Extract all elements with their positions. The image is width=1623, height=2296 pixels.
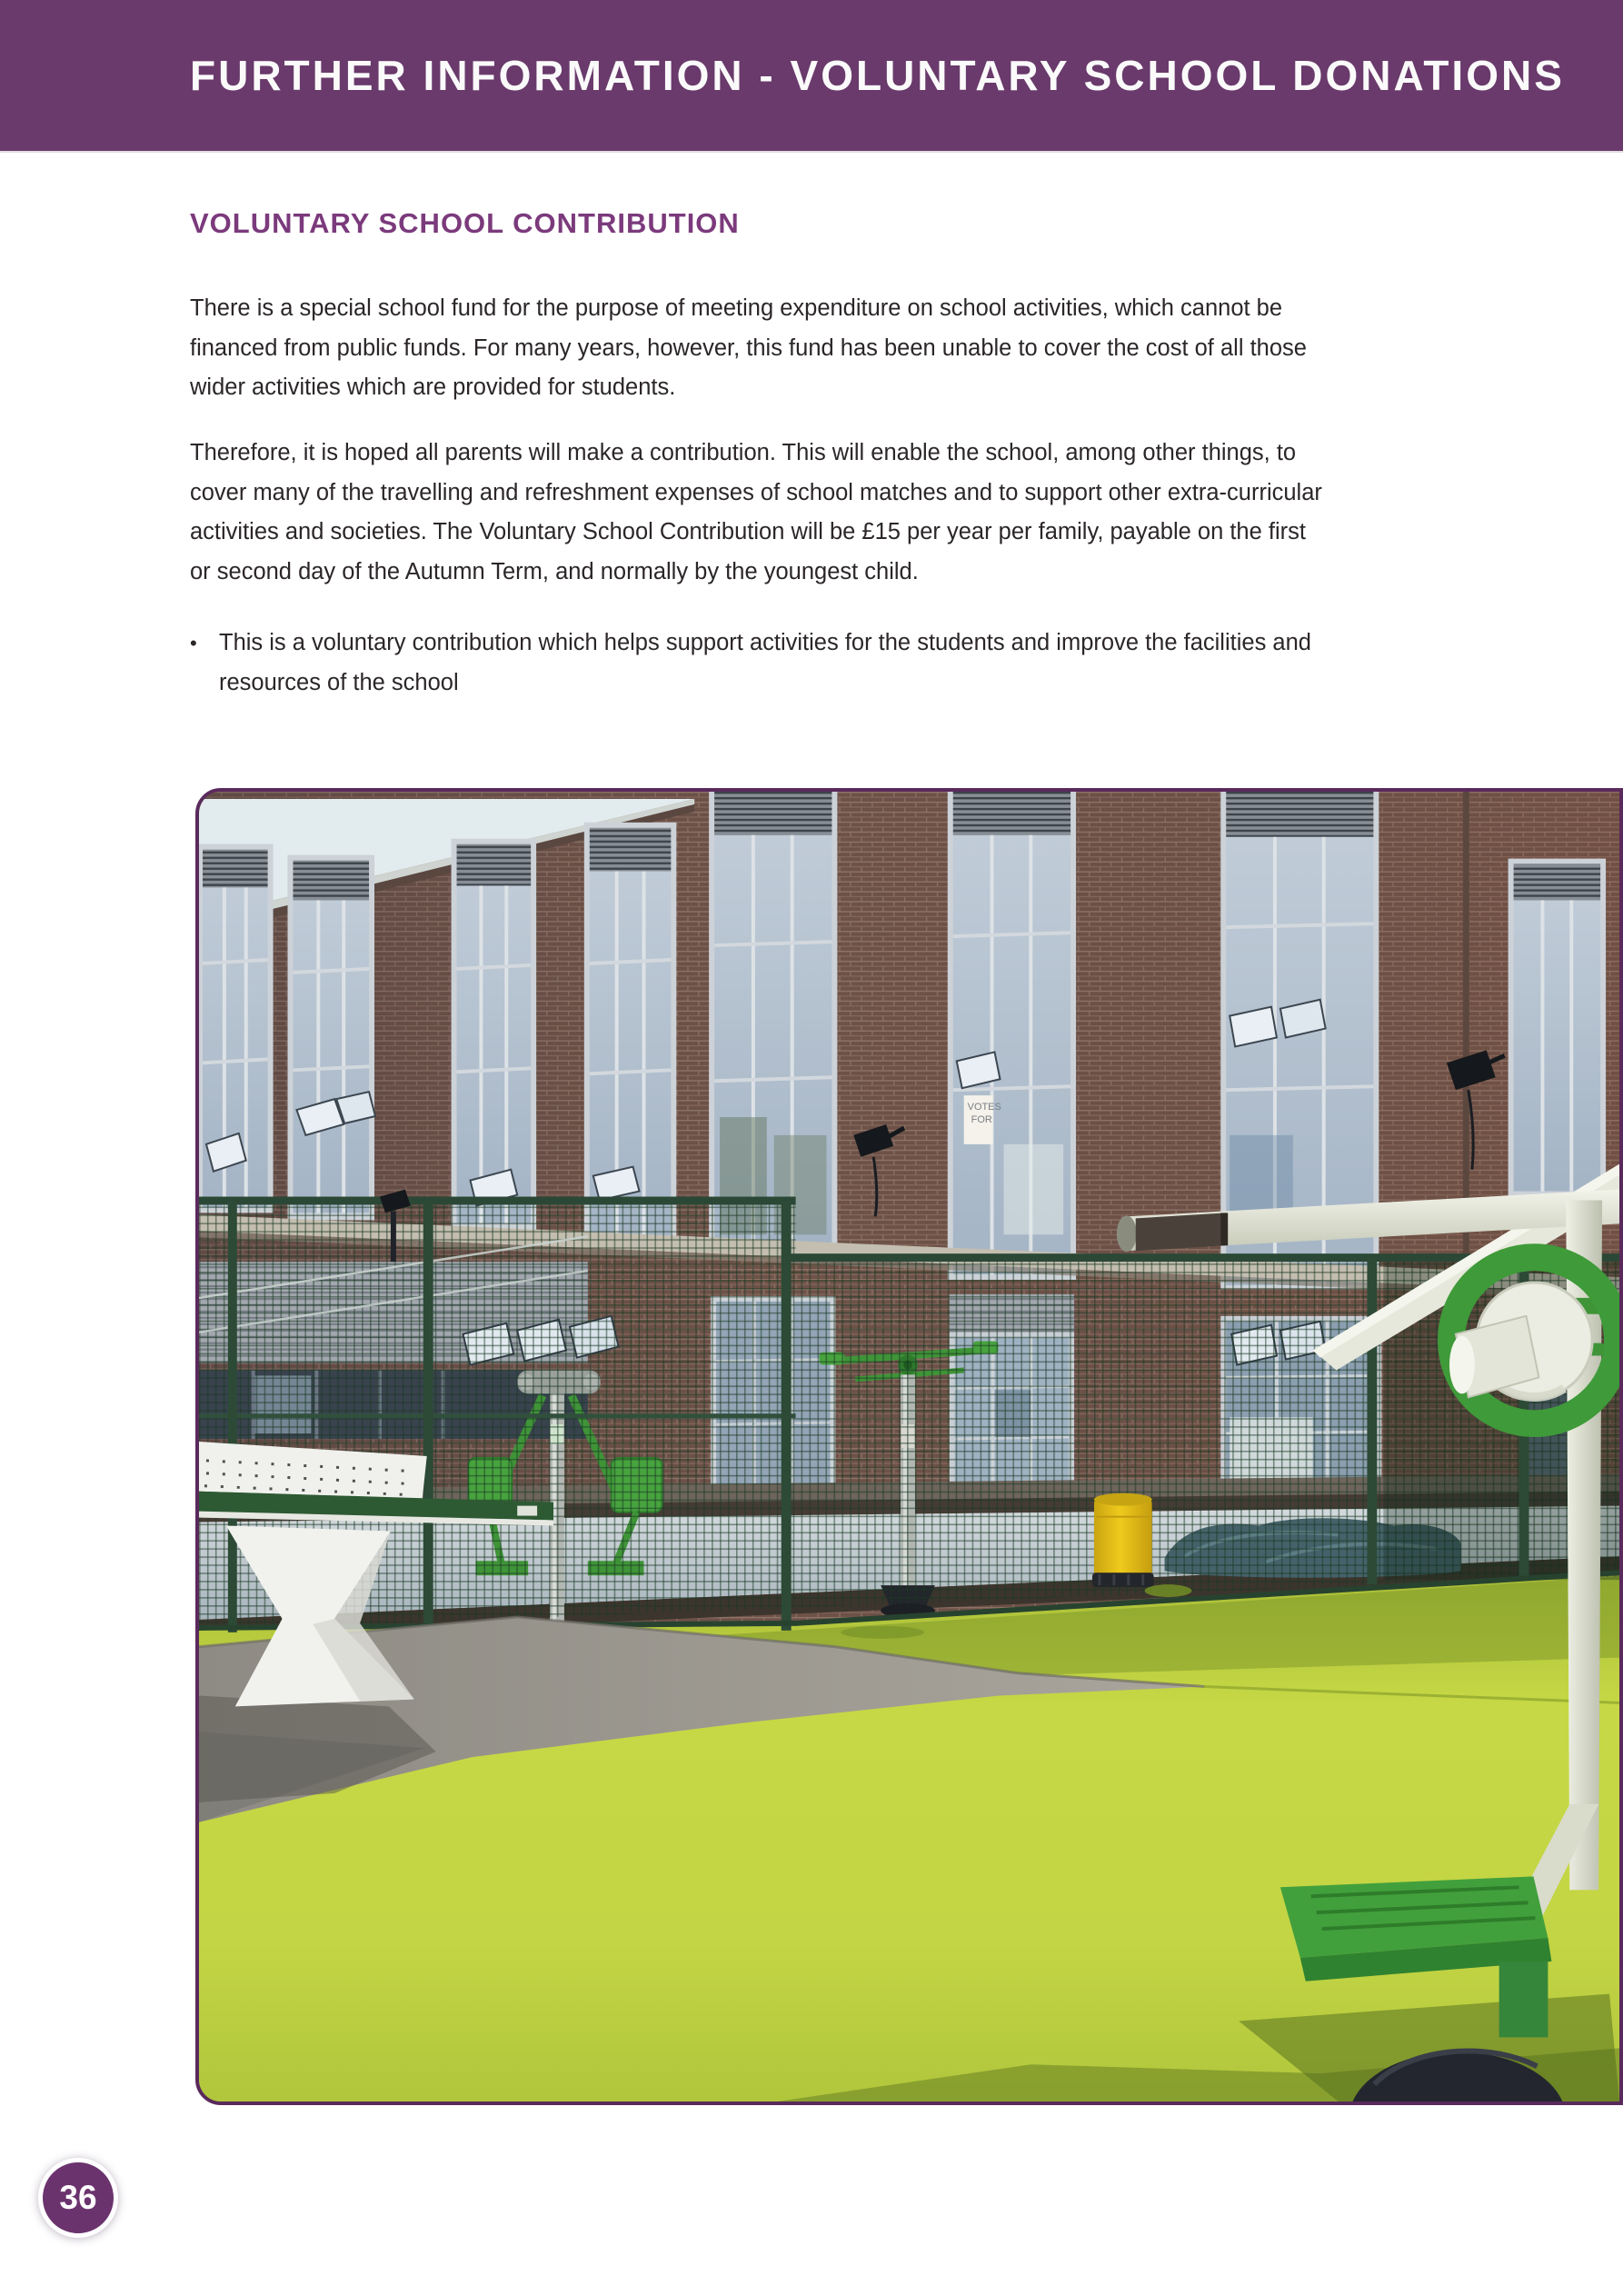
page-number: 36	[59, 2179, 97, 2216]
paragraph-2	[190, 434, 1322, 592]
paragraph-line: or second day of the Autumn Term, and normally by the youngest child.	[190, 558, 919, 584]
paragraph-line: financed from public funds. For many years, however, this fund has been unable to cover the cost of all those	[190, 334, 1307, 361]
section-heading: VOLUNTARY SCHOOL CONTRIBUTION	[190, 207, 740, 239]
page-title: FURTHER INFORMATION - VOLUNTARY SCHOOL DONATIONS	[190, 52, 1565, 99]
page-number-badge	[38, 2158, 118, 2238]
paragraph-line: cover many of the travelling and refreshment expenses of school matches and to support other extra-curricular	[190, 479, 1322, 505]
votes-sign-text: VOTES	[967, 1102, 1001, 1113]
paragraph-line: wider activities which are provided for students.	[190, 374, 676, 400]
paragraph-line: Therefore, it is hoped all parents will make a contribution. This will enable the school, among other things, to	[190, 440, 1297, 465]
svg-text:FOR: FOR	[971, 1113, 992, 1125]
paragraph-line: There is a special school fund for the purpose of meeting expenditure on school activities, which cannot be	[190, 295, 1283, 321]
perimeter-fence	[199, 1197, 1619, 1636]
bullet-list	[190, 624, 1311, 703]
school-photo	[195, 788, 1623, 2105]
page-header-bar	[0, 0, 1623, 153]
paragraph-line: activities and societies. The Voluntary School Contribution will be £15 per year per family, payable on the first	[190, 519, 1306, 544]
bullet-line: This is a voluntary contribution which helps support activities for the students and improve the facilities and	[219, 630, 1311, 655]
bullet-line: resources of the school	[219, 669, 459, 695]
bullet-marker: •	[190, 632, 197, 654]
paragraph-1	[190, 289, 1307, 408]
